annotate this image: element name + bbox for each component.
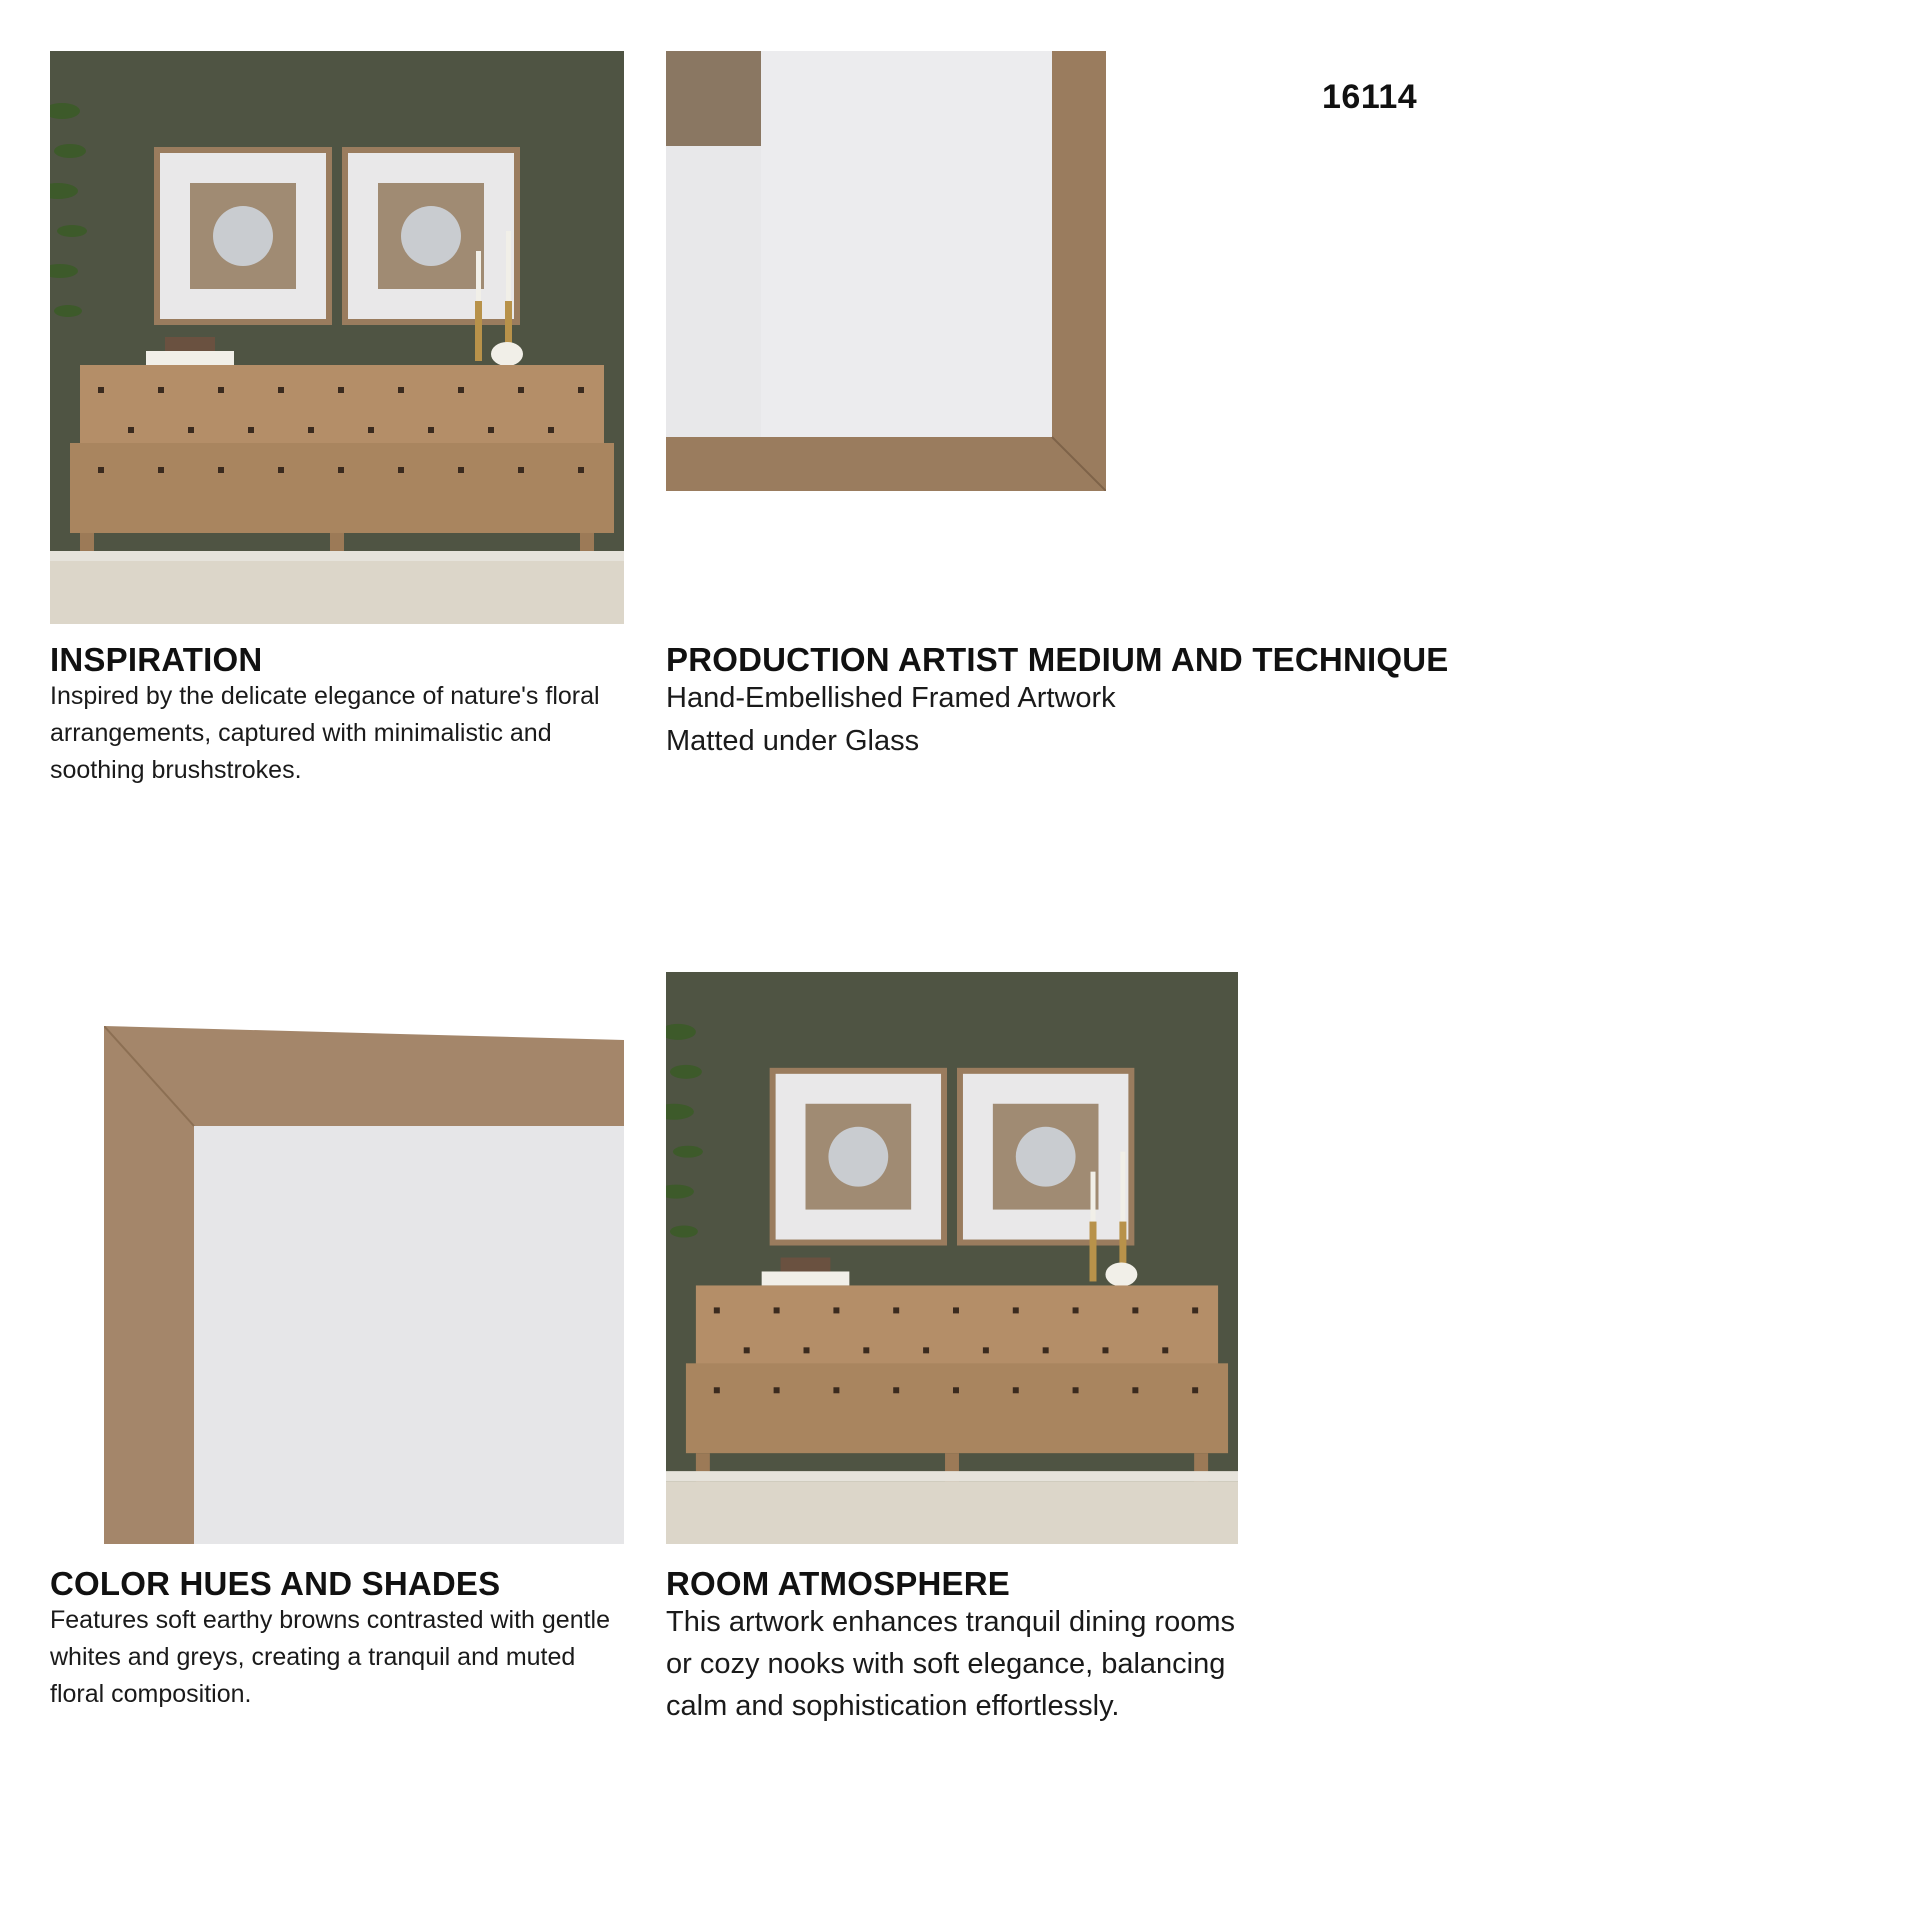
- frame-corner-detail-photo: [666, 51, 1106, 491]
- room-scene-photo-bottom: [666, 972, 1238, 1544]
- room-scene-photo-top: [50, 51, 624, 624]
- inspiration-heading: INSPIRATION: [50, 641, 263, 678]
- color-heading: COLOR HUES AND SHADES: [50, 1565, 501, 1602]
- production-line-medium: Hand-Embellished Framed Artwork: [666, 682, 1116, 714]
- production-heading: PRODUCTION ARTIST MEDIUM AND TECHNIQUE: [666, 641, 1449, 678]
- frame-edge-detail-photo: [104, 1026, 624, 1544]
- inspiration-text: Inspired by the delicate elegance of nature's floral arrangements, captured with minimalistic and soothing brushstrokes.: [50, 682, 600, 784]
- room-heading: ROOM ATMOSPHERE: [666, 1565, 1011, 1602]
- room-text: This artwork enhances tranquil dining rooms or cozy nooks with soft elegance, balancing calm and sophistication effortlessly.: [666, 1606, 1235, 1722]
- production-line-matting: Matted under Glass: [666, 725, 920, 757]
- color-text: Features soft earthy browns contrasted with gentle whites and greys, creating a tranquil and muted floral composition.: [50, 1606, 611, 1708]
- product-sku: 16114: [1322, 78, 1418, 116]
